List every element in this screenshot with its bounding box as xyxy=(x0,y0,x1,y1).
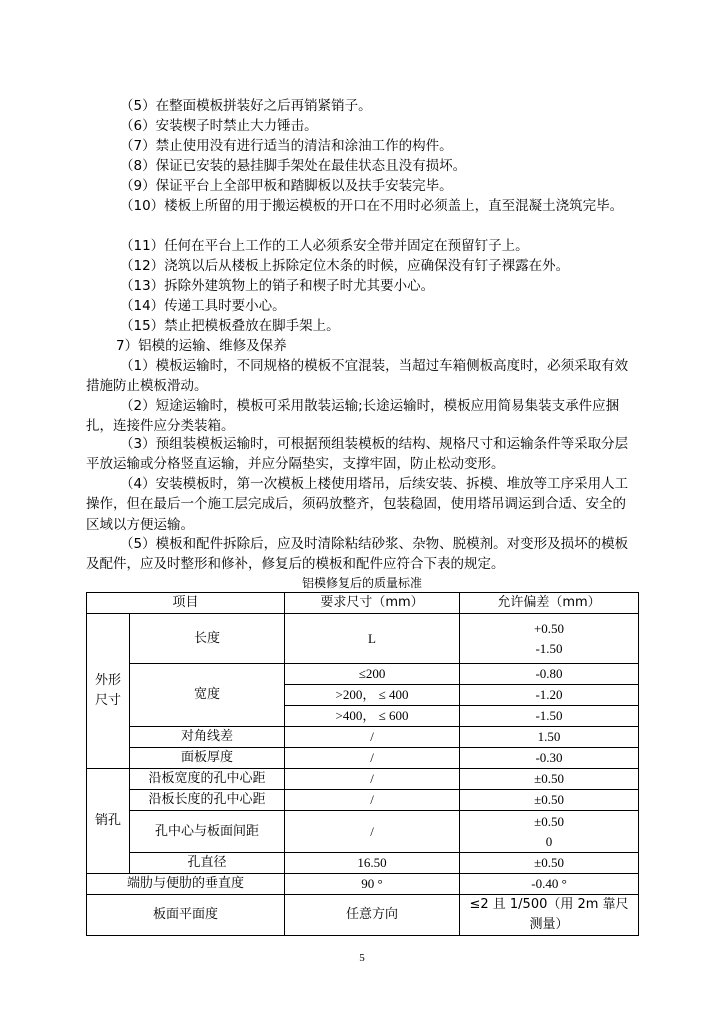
table-row xyxy=(87,727,639,748)
item-cell: 宽度 xyxy=(130,664,285,727)
item-cell: 长度 xyxy=(130,614,285,664)
group-cell-shape: 外形尺寸 xyxy=(87,614,130,769)
tolerance-cell xyxy=(460,614,639,664)
quality-standard-table xyxy=(86,592,639,936)
tolerance-cell: -1.50 xyxy=(460,706,639,727)
paragraph: （5）模板和配件拆除后，应及时清除粘结砂浆、杂物、脱模剂。对变形及损坏的模板及配件，应及时整形和修补，修复后的模板和配件应符合下表的规定。 xyxy=(86,536,629,573)
paragraph: （14）传递工具时要小心。 xyxy=(120,298,286,314)
size-cell: / xyxy=(285,727,460,748)
paragraph: （7）禁止使用没有进行适当的清洁和涂油工作的构件。 xyxy=(120,138,453,154)
tolerance-cell: -0.40 ° xyxy=(460,874,639,895)
paragraph: （12）浇筑以后从楼板上拆除定位木条的时候，应确保没有钉子裸露在外。 xyxy=(120,258,570,274)
size-cell: / xyxy=(285,811,460,853)
size-cell: ≤200 xyxy=(285,664,460,685)
tolerance-cell: ±0.50 xyxy=(460,790,639,811)
tolerance-cell: -0.80 xyxy=(460,664,639,685)
tolerance-cell xyxy=(460,895,639,936)
item-cell: 沿板宽度的孔中心距 xyxy=(130,769,285,790)
size-cell: / xyxy=(285,769,460,790)
table-row xyxy=(87,790,639,811)
paragraph: （3）预组装模板运输时，可根据预组装模板的结构、规格尺寸和运输条件等采取分层平放运输或分格竖直运输，并应分隔垫实，支撑牢固，防止松动变形。 xyxy=(86,436,629,473)
tolerance-line: ±0.50 xyxy=(534,813,564,829)
table-caption: 铝模修复后的质量标准 xyxy=(301,576,422,590)
paragraph: （10）楼板上所留的用于搬运模板的开口在不用时必须盖上，直至混凝土浇筑完毕。 xyxy=(120,198,624,214)
header-cell: 要求尺寸（mm） xyxy=(285,593,460,614)
section-heading: 7）铝模的运输、维修及保养 xyxy=(116,338,287,354)
tolerance-cell: ±0.50 xyxy=(460,769,639,790)
tolerance-cell: 1.50 xyxy=(460,727,639,748)
item-cell: 对角线差 xyxy=(130,727,285,748)
item-cell: 板面平面度 xyxy=(87,895,285,936)
size-cell: 90 ° xyxy=(285,874,460,895)
table-header-row xyxy=(87,593,639,614)
paragraph: （2）短途运输时，模板可采用散装运输;长途运输时，模板应用简易集装支承件应捆扎，连接件应分类装箱。 xyxy=(86,398,620,435)
table-row xyxy=(87,811,639,853)
group-cell-hole: 销孔 xyxy=(87,769,130,874)
paragraph: （5）在整面模板拼装好之后再销紧销子。 xyxy=(120,98,372,114)
paragraph: （8）保证已安装的悬挂脚手架处在最佳状态且没有损坏。 xyxy=(120,158,467,174)
table-row xyxy=(87,614,639,664)
tolerance-cell: -1.20 xyxy=(460,685,639,706)
header-cell: 项目 xyxy=(87,593,285,614)
size-cell: 任意方向 xyxy=(285,895,460,936)
paragraph: （4）安装模板时，第一次模板上楼使用塔吊，后续安装、拆模、堆放等工序采用人工操作，但在最后一个施工层完成后，须码放整齐，包装稳固，使用塔吊调运到合适、安全的区域以方便运输。 xyxy=(86,476,629,533)
size-cell: L xyxy=(285,614,460,664)
paragraph: （9）保证平台上全部甲板和踏脚板以及扶手安装完毕。 xyxy=(120,178,453,194)
item-cell: 孔直径 xyxy=(130,853,285,874)
paragraph: （6）安装楔子时禁止大力锤击。 xyxy=(120,118,318,134)
item-cell: 沿板长度的孔中心距 xyxy=(130,790,285,811)
tolerance-line: ≤2 且 1/500（用 2m 靠尺 xyxy=(469,897,629,912)
paragraph: （13）拆除外建筑物上的销子和楔子时尤其要小心。 xyxy=(120,278,435,294)
tolerance-line: 测量） xyxy=(529,917,569,932)
tolerance-cell: ±0.50 xyxy=(460,853,639,874)
size-cell: 16.50 xyxy=(285,853,460,874)
item-cell: 孔中心与板面间距 xyxy=(130,811,285,853)
tolerance-line: 0 xyxy=(545,833,553,849)
tolerance-cell xyxy=(460,811,639,853)
table-row xyxy=(87,748,639,769)
size-cell: / xyxy=(285,748,460,769)
table-row xyxy=(87,874,639,895)
tolerance-line: +0.50 xyxy=(533,620,565,636)
size-cell: / xyxy=(285,790,460,811)
item-cell: 端肋与便肋的垂直度 xyxy=(87,874,285,895)
item-cell: 面板厚度 xyxy=(130,748,285,769)
table-row xyxy=(87,769,639,790)
tolerance-line: -1.50 xyxy=(535,640,563,656)
header-cell: 允许偏差（mm） xyxy=(460,593,639,614)
table-row xyxy=(87,664,639,685)
page-number: 5 xyxy=(359,952,365,964)
table-row xyxy=(87,853,639,874)
table-row xyxy=(87,895,639,936)
paragraph: （1）模板运输时，不同规格的模板不宜混装，当超过车箱侧板高度时，必须采取有效措施防止模板滑动。 xyxy=(86,358,629,395)
size-cell: >200， ≤ 400 xyxy=(285,685,460,706)
paragraph: （15）禁止把模板叠放在脚手架上。 xyxy=(120,318,340,334)
paragraph: （11）任何在平台上工作的工人必须系安全带并固定在预留钉子上。 xyxy=(120,238,529,254)
size-cell: >400， ≤ 600 xyxy=(285,706,460,727)
tolerance-cell: -0.30 xyxy=(460,748,639,769)
